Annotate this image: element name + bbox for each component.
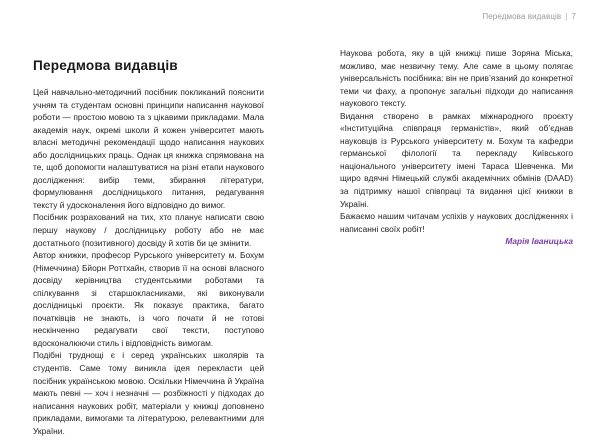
paragraph: Посібник розрахований на тих, хто планує написати свою першу наукову / дослідницьку роботу або не має достатнього (позитивного) досвіду й хотів би це змінити.: [33, 212, 264, 248]
paragraph: Автор книжки, професор Рурського університету м. Бохум (Німеччина) Бйорн Роттхайн, створив її на основі власного досвіду керівництва студентськими роботами та спілкування зі старшокласниками, які виконували дослідницькі проєкти. Як показує практика, багато початківців не знають, із чого почати й не готові нескінченно редагувати свої тексти, поступово вдосконалюючи стиль і відповідність вимогам.: [33, 250, 264, 348]
paragraph: Видання створено в рамках міжнародного проєкту «Інституційна співпраця германістів», який об’єднав науковців із Рурського університету м. Бохум та кафедри германської філології та перекладу Київського національного університету імені Тараса Шевченка. Ми щиро вдячні Німецькій службі академічних обмінів (DAAD) за підтримку нашої співпраці та видання цієї книжки в Україні.: [340, 110, 573, 209]
running-title: Передмова видавців: [482, 12, 562, 21]
page-number: 7: [571, 12, 576, 21]
page-title: Передмова видавців: [33, 58, 178, 74]
signature: Марія Іваницька: [505, 236, 573, 247]
running-header: [482, 12, 576, 21]
paragraph: Цей навчально-методичний посібник покликаний пояснити учням та студентам основні принципи написання наукової роботи — простою мовою та з цікавими прикладами. Мала академія наук, окремі школи й кожен університет мають власні методичні рекомендації щодо написання наукових або дослідницьких праць. Однак ця книжка спрямована на те, щоб допомогти налаштуватися на різні етапи наукового дослідження: вибір теми, збирання літератури, формулювання дослідницького питання, редагування тексту й удосконалення його відповідно до вимог.: [33, 87, 264, 210]
header-separator: |: [565, 12, 568, 21]
paragraph: Подібні труднощі є і серед українських школярів та студентів. Саме тому виникла ідея перекласти цей посібник українською мовою. Оскільки Німеччина й Україна мають певні — хоч і незначні — розбіжності у підходах до написання наукових робіт, матеріали у книжці доповнено прикладами, вимогами та літературою, релевантними для України.: [33, 350, 264, 436]
paragraph: Бажаємо нашим читачам успіхів у наукових дослідженнях і написанні своїх робіт!: [340, 211, 573, 234]
paragraph: Наукова робота, яку в цій книжці пише Зоряна Міська, можливо, має незвичну тему. Але саме в цьому полягає універсальність посібника: він не прив’язаний до конкретної теми чи фаху, а пропонує загальні підходи до написання наукового тексту.: [340, 48, 573, 109]
right-column: [340, 47, 573, 248]
